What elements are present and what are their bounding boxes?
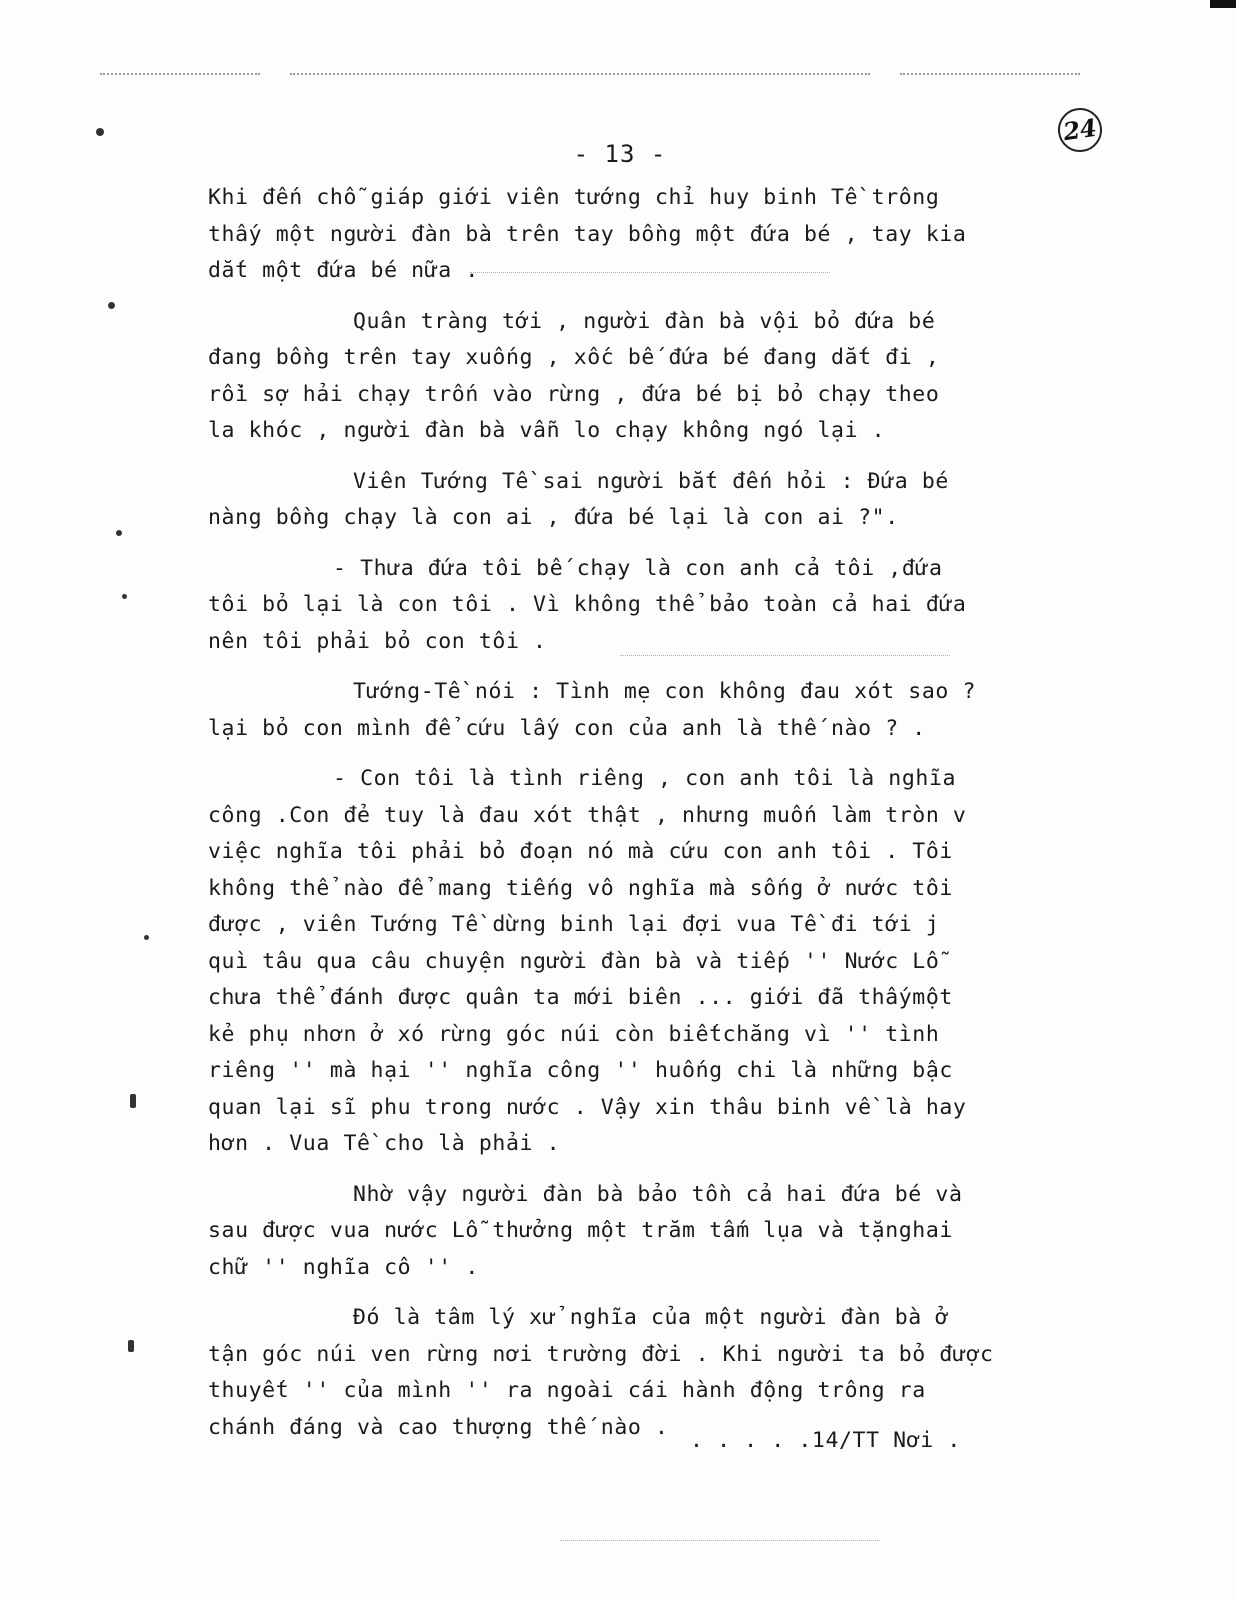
signature-line: . . . . .14/TT Nơi . [690,1428,961,1453]
paragraph-3 [208,464,1038,537]
text-line: chưa thể đánh được quân ta mới biên ... giới đã thấymột [208,985,953,1010]
paragraph-1 [208,180,1038,290]
text-line: chánh đáng và cao thượng thế nào . [208,1414,669,1440]
text-line: kẻ phụ nhơn ở xó rừng góc núi còn biếtchăng vì '' tình [208,1021,940,1047]
text-line: tận góc núi ven rừng nơi trường đời . Khi người ta bỏ được [208,1341,994,1367]
text-line: Tướng-Tề nói : Tình mẹ con không đau xót sao ? [353,679,977,704]
scan-speck [108,302,115,309]
paragraph-5 [208,674,1038,747]
text-line: công .Con đẻ tuy là đau xót thật , nhưng muốn làm tròn v [208,802,967,828]
paragraph-4 [208,551,1038,661]
text-line: nên tôi phải bỏ con tôi . [208,628,547,654]
text-line: quì tâu qua câu chuyện người đàn bà và tiếp '' Nước Lỗ [208,948,940,974]
scan-noise [620,655,950,656]
text-line: - Thưa đứa tôi bế chạy là con anh cả tôi ,đứa [333,555,943,581]
paragraph-2 [208,304,1038,450]
text-line: Viên Tướng Tề sai người bắt đến hỏi : Đứa bé [353,468,949,494]
text-line: tôi bỏ lại là con tôi . Vì không thể bảo toàn cả hai đứa [208,592,967,617]
text-line: Khi đến chỗ giáp giới viên tướng chỉ huy binh Tề trông [208,185,940,210]
archive-page-stamp: 24 [1055,105,1105,155]
top-rule-middle [290,73,870,75]
text-line: Nhờ vậy người đàn bà bảo tồn cả hai đứa bé và [353,1181,963,1207]
scan-speck [130,1094,136,1108]
page-number: - 13 - [573,140,667,168]
text-line: không thể nào để mang tiếng vô nghĩa mà sống ở nước tôi [208,875,953,901]
text-line: được , viên Tướng Tề dừng binh lại đợi vua Tề đi tới j [208,912,940,937]
text-line: - Con tôi là tình riêng , con anh tôi là nghĩa [333,766,957,791]
scan-noise [560,1540,880,1541]
paragraph-8 [208,1300,1038,1446]
paragraph-7 [208,1177,1038,1287]
text-line: Đó là tâm lý xử nghĩa của một người đàn bà ở [353,1305,949,1330]
text-line: nàng bồng chạy là con ai , đứa bé lại là con ai ?". [208,505,899,530]
scan-speck [116,530,122,536]
top-rule-left [100,73,260,75]
text-line: sau được vua nước Lỗ thưởng một trăm tấm lụa và tặnghai [208,1218,953,1243]
text-line: dắt một đứa bé nữa . [208,258,479,283]
text-line: la khóc , người đàn bà vẫn lo chạy không ngó lại . [208,418,886,443]
text-line: chữ '' nghĩa cô '' . [208,1254,479,1280]
scan-speck [128,1340,134,1352]
text-line: riêng '' mà hại '' nghĩa công '' huống chi là những bậc [208,1058,953,1083]
text-line: hơn . Vua Tề cho là phải . [208,1131,561,1156]
scan-speck [96,128,104,136]
text-line: rồi sợ hải chạy trốn vào rừng , đứa bé bị bỏ chạy theo [208,381,940,407]
text-line: thuyết '' của mình '' ra ngoài cái hành động trông ra [208,1378,926,1403]
body-text [208,180,1038,1460]
text-line: lại bỏ con mình để cứu lấy con của anh là thế nào ? . [208,715,926,741]
scan-corner-mark [1210,0,1236,8]
scan-speck [144,935,149,940]
scan-speck [122,594,127,599]
scan-noise [470,272,830,273]
top-rule-right [900,73,1080,75]
text-line: thấy một người đàn bà trên tay bồng một đứa bé , tay kia [208,221,967,247]
text-line: Quân tràng tới , người đàn bà vội bỏ đứa bé [353,308,936,334]
text-line: quan lại sĩ phu trong nước . Vậy xin thâu binh về là hay [208,1094,967,1120]
text-line: đang bồng trên tay xuống , xốc bế đứa bé đang dắt đi , [208,345,940,370]
paragraph-6 [208,761,1038,1163]
text-line: việc nghĩa tôi phải bỏ đoạn nó mà cứu con anh tôi . Tôi [208,839,953,864]
